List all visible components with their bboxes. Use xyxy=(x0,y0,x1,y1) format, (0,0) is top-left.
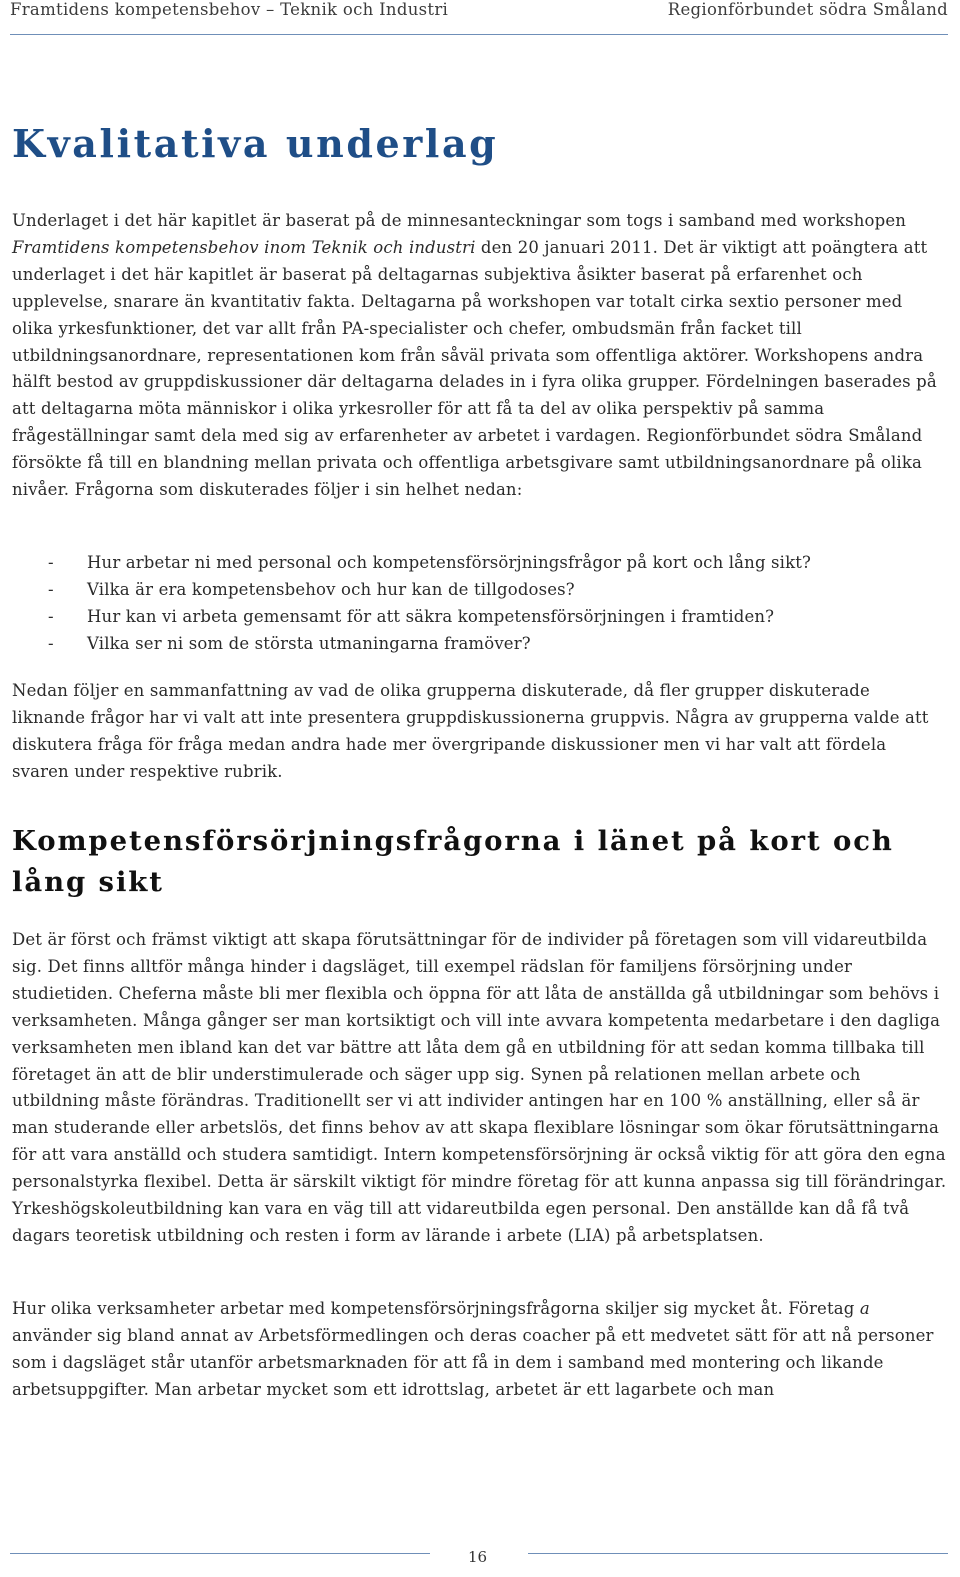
section-paragraph-1: Det är först och främst viktigt att skapa förutsättningar för de individer på företagen som vill vidareutbilda sig. Det finns alltför många hinder i dagsläget, till exempel rädslan för familjens försörjning under studietiden. Cheferna måste bli mer flexibla och öppna för att låta de anställda gå utbildningar som behövs i verksamheten. Många gånger ser man kortsiktigt och vill inte avvara kompetenta medarbetare i den dagliga verksamheten men ibland kan det var bättre att låta dem gå en utbildning för att sedan komma tillbaka till företaget än att de blir understimulerade och säger upp sig. Synen på relationen mellan arbete och utbildning måste förändras. Traditionellt ser vi att individer antingen har en 100 % anställning, eller så är man studerande eller arbetslös, det finns behov av att skapa flexiblare lösningar som ökar förutsättningarna för att vara anställd och studera samtidigt. Intern kompetensförsörjning är också viktig för att göra den egna personalstyrka flexibel. Detta är särskilt viktigt för mindre företag för att kunna anpassa sig till förändringar. Yrkeshögskoleutbildning kan vara en väg till att vidareutbilda egen personal. Den anställde kan då få två dagars teoretisk utbildning och resten i form av lärande i arbete (LIA) på arbetsplatsen. xyxy=(12,930,947,1245)
list-bullet: - xyxy=(48,553,54,572)
footer-rule-left xyxy=(10,1553,430,1554)
intro-workshop-name: Framtidens kompetensbehov inom Teknik och industri xyxy=(12,237,476,257)
list-item xyxy=(12,631,942,658)
chapter-title: Kvalitativa underlag xyxy=(12,121,499,166)
intro-text-start: Underlaget i det här kapitlet är baserat på de minnesanteckningar som togs i samband med workshopen xyxy=(12,211,907,230)
question-text: Vilka är era kompetensbehov och hur kan de tillgodoses? xyxy=(87,579,575,599)
section-paragraph-2-start: Hur olika verksamheter arbetar med kompetensförsörjningsfrågorna skiljer sig mycket åt. Företag xyxy=(12,1299,860,1318)
question-text: Vilka ser ni som de största utmaningarna framöver? xyxy=(87,633,531,653)
section-heading: Kompetensförsörjningsfrågorna i länet på kort och lång sikt xyxy=(12,825,894,898)
list-bullet: - xyxy=(48,579,54,599)
list-bullet: - xyxy=(48,606,54,626)
page-number: 16 xyxy=(468,1548,488,1566)
page-header xyxy=(10,0,948,35)
intro-paragraph xyxy=(12,208,948,504)
summary-paragraph: Nedan följer en sammanfattning av vad de olika grupperna diskuterade, då fler grupper diskuterade liknande frågor har vi valt att inte presentera gruppdiskussionerna gruppvis. Några av grupperna valde att diskutera fråga för fråga medan andra hade mer övergripande diskussioner men vi har valt att fördela svaren under respektive rubrik. xyxy=(12,681,929,781)
question-text: Hur arbetar ni med personal och kompetensförsörjningsfrågor på kort och lång sikt? xyxy=(87,553,812,572)
list-bullet: - xyxy=(48,633,54,653)
list-item xyxy=(12,550,942,577)
question-text: Hur kan vi arbeta gemensamt för att säkra kompetensförsörjningen i framtiden? xyxy=(87,606,775,626)
section-paragraph-2-end: använder sig bland annat av Arbetsförmedlingen och deras coacher på ett medvetet sätt för att nå personer som i dagsläget står utanför arbetsmarknaden för att få in dem i samband med montering och likande arbetsuppgifter. Man arbetar mycket som ett idrottslag, arbetet är ett lagarbete och man xyxy=(12,1325,934,1399)
list-item xyxy=(12,577,942,604)
question-list xyxy=(12,550,942,658)
list-item xyxy=(12,604,942,631)
header-document-title: Framtidens kompetensbehov – Teknik och Industri xyxy=(10,0,449,19)
company-label: a xyxy=(859,1299,870,1318)
header-organization: Regionförbundet södra Småland xyxy=(667,0,948,19)
intro-text-end: den 20 januari 2011. Det är viktigt att poängtera att underlaget i det här kapitlet är baserat på deltagarnas subjektiva åsikter baserat på erfarenhet och upplevelse, snarare än kvantitativ fakta. Deltagarna på workshopen var totalt cirka sextio personer med olika yrkesfunktioner, det var allt från PA-specialister och chefer, ombudsmän från facket till utbildningsanordnare, representationen kom från såväl privata som offentliga aktörer. Workshopens andra hälft bestod av gruppdiskussioner där deltagarna delades in i fyra olika grupper. Fördelningen baserades på att deltagarna möta människor i olika yrkesroller för att få ta del av olika perspektiv på samma frågeställningar samt dela med sig av erfarenheter av arbetet i vardagen. Regionförbundet södra Småland försökte få till en blandning mellan privata och offentliga arbetsgivare samt utbildningsanordnare på olika nivåer. Frågorna som diskuterades följer i sin helhet nedan: xyxy=(12,237,937,500)
section-paragraph-2 xyxy=(12,1296,948,1404)
footer-rule-right xyxy=(528,1553,948,1554)
